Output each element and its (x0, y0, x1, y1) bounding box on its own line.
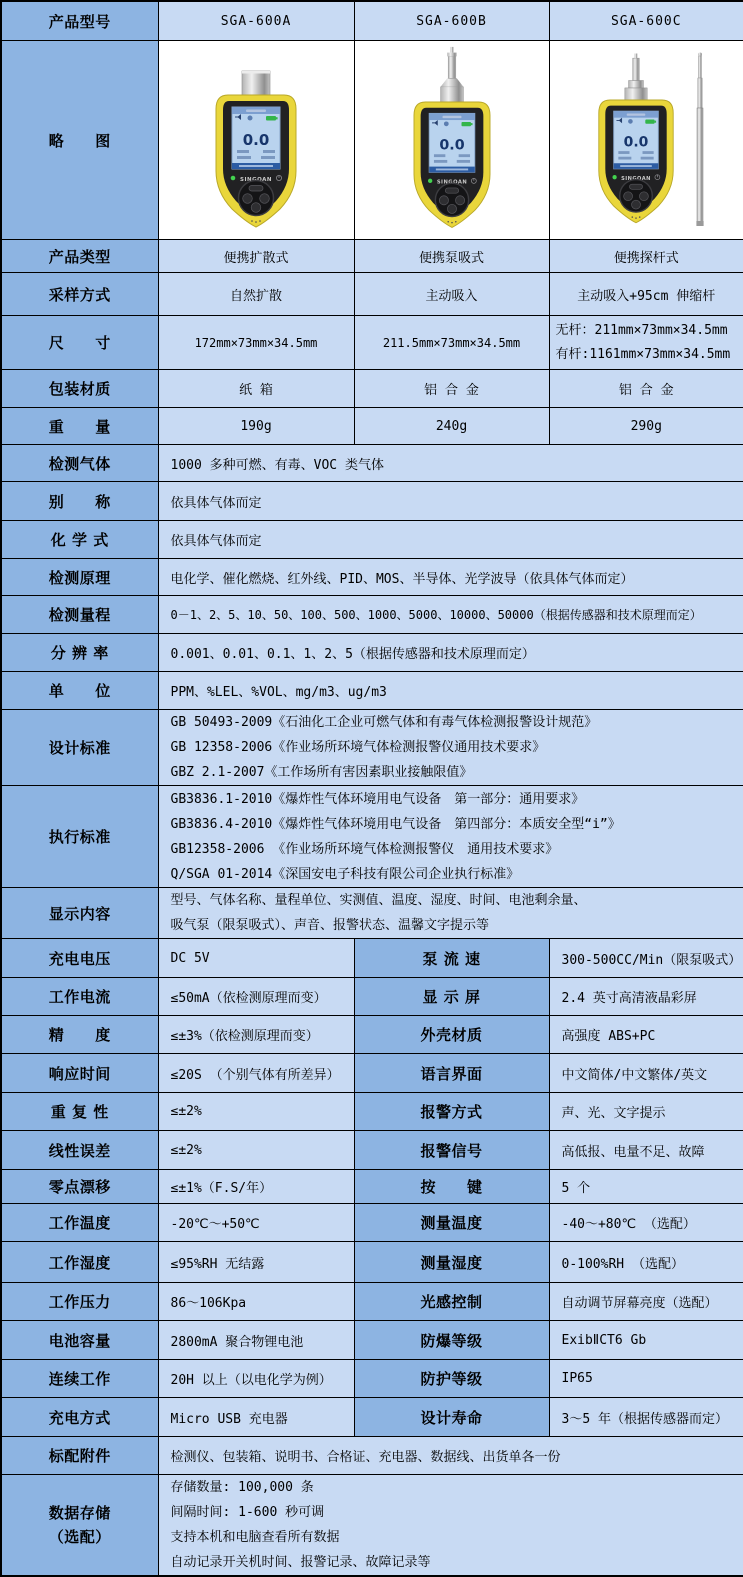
model-name-c: SGA-600C (549, 1, 743, 41)
row-label: 按 键 (354, 1170, 549, 1204)
spec-value: 20H 以上（以电化学为例） (158, 1360, 354, 1398)
spec-value: 便携扩散式 (158, 240, 354, 273)
row-label: 标配附件 (1, 1437, 158, 1475)
spec-value: 0－1、2、5、10、50、100、500、1000、5000、10000、50000（根据传感器和技术原理而定） (158, 596, 743, 634)
dimension-line: 有杆:1161mm×73mm×34.5mm (556, 343, 743, 367)
table-row (1, 445, 743, 482)
row-label: 重 量 (1, 408, 158, 445)
row-label: 检测气体 (1, 445, 158, 482)
spec-value: PPM、%LEL、%VOL、mg/m3、ug/m3 (158, 672, 743, 710)
row-label: 设计寿命 (354, 1398, 549, 1437)
table-row (1, 1321, 743, 1360)
spec-value: 声、光、文字提示 (549, 1093, 743, 1131)
row-label: 语言界面 (354, 1054, 549, 1093)
spec-value: 高强度 ABS+PC (549, 1016, 743, 1054)
table-row (1, 1131, 743, 1170)
spec-value: 300-500CC/Min（限泵吸式） (549, 939, 743, 978)
table-row-sketch (1, 41, 743, 240)
model-name-a: SGA-600A (158, 1, 354, 41)
storage-line: 支持本机和电脑查看所有数据 (171, 1525, 743, 1550)
row-label: 设计标准 (1, 710, 158, 786)
spec-value: 铝 合 金 (549, 370, 743, 408)
row-label: 测量湿度 (354, 1242, 549, 1283)
spec-value: 铝 合 金 (354, 370, 549, 408)
table-row (1, 370, 743, 408)
table-row (1, 1054, 743, 1093)
standard-line: Q/SGA 01-2014《深国安电子科技有限公司企业执行标准》 (171, 862, 743, 887)
row-label: 显 示 屏 (354, 978, 549, 1016)
standard-line: GB 50493-2009《石油化工企业可燃气体和有毒气体检测报警设计规范》 (171, 710, 743, 735)
row-label: 产品类型 (1, 240, 158, 273)
spec-value: 依具体气体而定 (158, 521, 743, 559)
spec-value: 自然扩散 (158, 273, 354, 316)
sketch-cell-c (549, 41, 743, 240)
spec-value: 电化学、催化燃烧、红外线、PID、MOS、半导体、光学波导（依具体气体而定） (158, 559, 743, 596)
spec-value: 240g (354, 408, 549, 445)
spec-value: 290g (549, 408, 743, 445)
table-row-display-content (1, 888, 743, 939)
spec-value: 高低报、电量不足、故障 (549, 1131, 743, 1170)
label-line: （选配） (2, 1525, 158, 1549)
row-label: 工作电流 (1, 978, 158, 1016)
table-row (1, 1204, 743, 1242)
standard-line: GB3836.1-2010《爆炸性气体环境用电气设备 第一部分：通用要求》 (171, 787, 743, 812)
table-row (1, 939, 743, 978)
row-label: 零点漂移 (1, 1170, 158, 1204)
row-label: 执行标准 (1, 786, 158, 888)
row-label: 分 辨 率 (1, 634, 158, 672)
spec-value: ≤95%RH 无结露 (158, 1242, 354, 1283)
row-label: 连续工作 (1, 1360, 158, 1398)
row-label: 电池容量 (1, 1321, 158, 1360)
row-label: 别 称 (1, 482, 158, 521)
spec-value: 2800mA 聚合物锂电池 (158, 1321, 354, 1360)
spec-value: ≤±1%（F.S/年） (158, 1170, 354, 1204)
spec-value: 172mm×73mm×34.5mm (158, 316, 354, 370)
spec-value: -40～+80℃ （选配） (549, 1204, 743, 1242)
table-row (1, 273, 743, 316)
spec-value: ExibⅡCT6 Gb (549, 1321, 743, 1360)
spec-value: 便携泵吸式 (354, 240, 549, 273)
spec-value: 5 个 (549, 1170, 743, 1204)
spec-value: 0.001、0.01、0.1、1、2、5（根据传感器和技术原理而定） (158, 634, 743, 672)
spec-value: -20℃～+50℃ (158, 1204, 354, 1242)
standard-line: GB12358-2006 《作业场所环境气体检测报警仪 通用技术要求》 (171, 837, 743, 862)
table-row (1, 240, 743, 273)
spec-value: 86～106Kpa (158, 1283, 354, 1321)
row-label: 响应时间 (1, 1054, 158, 1093)
row-label: 检测原理 (1, 559, 158, 596)
row-label: 充电方式 (1, 1398, 158, 1437)
row-label: 线性误差 (1, 1131, 158, 1170)
table-row (1, 596, 743, 634)
table-row-data-storage (1, 1475, 743, 1577)
row-label: 精 度 (1, 1016, 158, 1054)
row-label: 测量温度 (354, 1204, 549, 1242)
row-label: 重 复 性 (1, 1093, 158, 1131)
label-line: 数据存储 (2, 1501, 158, 1525)
standard-line: GB3836.4-2010《爆炸性气体环境用电气设备 第四部分：本质安全型“i”》 (171, 812, 743, 837)
model-name-b: SGA-600B (354, 1, 549, 41)
content-line: 型号、气体名称、量程单位、实测值、温度、湿度、时间、电池剩余量、 (171, 888, 743, 913)
row-label: 采样方式 (1, 273, 158, 316)
spec-value (158, 888, 743, 939)
table-row (1, 1360, 743, 1398)
table-row (1, 408, 743, 445)
standard-line: GBZ 2.1-2007《工作场所有害因素职业接触限值》 (171, 760, 743, 785)
spec-value (158, 786, 743, 888)
row-label: 报警信号 (354, 1131, 549, 1170)
table-row (1, 482, 743, 521)
row-label: 化 学 式 (1, 521, 158, 559)
table-row (1, 672, 743, 710)
spec-value: 便携探杆式 (549, 240, 743, 273)
table-row (1, 559, 743, 596)
row-label: 充电电压 (1, 939, 158, 978)
spec-value: 主动吸入 (354, 273, 549, 316)
spec-value (158, 710, 743, 786)
storage-line: 间隔时间: 1-600 秒可调 (171, 1500, 743, 1525)
table-row (1, 1283, 743, 1321)
row-label: 包装材质 (1, 370, 158, 408)
row-label: 尺 寸 (1, 316, 158, 370)
row-label: 单 位 (1, 672, 158, 710)
spec-value: ≤50mA（依检测原理而变） (158, 978, 354, 1016)
table-row-product-model (1, 1, 743, 41)
row-label-product-model: 产品型号 (1, 1, 158, 41)
spec-value: ≤±2% (158, 1131, 354, 1170)
device-image-sga-600c (550, 43, 743, 237)
spec-value (158, 1475, 743, 1577)
table-row (1, 1398, 743, 1437)
dimension-line: 无杆：211mm×73mm×34.5mm (556, 319, 743, 343)
table-row-accessories (1, 1437, 743, 1475)
content-line: 吸气泵（限泵吸式）、声音、报警状态、温馨文字提示等 (171, 913, 743, 938)
device-image-sga-600a (159, 43, 353, 237)
spec-value: 依具体气体而定 (158, 482, 743, 521)
row-label: 工作压力 (1, 1283, 158, 1321)
row-label: 显示内容 (1, 888, 158, 939)
storage-line: 存储数量: 100,000 条 (171, 1475, 743, 1500)
standard-line: GB 12358-2006《作业场所环境气体检测报警仪通用技术要求》 (171, 735, 743, 760)
table-row (1, 978, 743, 1016)
spec-value (549, 316, 743, 370)
device-image-sga-600b (355, 43, 549, 237)
spec-value: ≤20S （个别气体有所差异） (158, 1054, 354, 1093)
spec-value: Micro USB 充电器 (158, 1398, 354, 1437)
spec-value: 主动吸入+95cm 伸缩杆 (549, 273, 743, 316)
spec-value: DC 5V (158, 939, 354, 978)
row-label: 外壳材质 (354, 1016, 549, 1054)
row-label: 光感控制 (354, 1283, 549, 1321)
table-row (1, 1016, 743, 1054)
table-row (1, 1242, 743, 1283)
spec-value: 自动调节屏幕亮度（选配） (549, 1283, 743, 1321)
table-row (1, 634, 743, 672)
spec-value: ≤±2% (158, 1093, 354, 1131)
spec-value: ≤±3%（依检测原理而变） (158, 1016, 354, 1054)
spec-value: 2.4 英寸高清液晶彩屏 (549, 978, 743, 1016)
table-row-design-standard (1, 710, 743, 786)
row-label: 工作湿度 (1, 1242, 158, 1283)
spec-value: 中文简体/中文繁体/英文 (549, 1054, 743, 1093)
sketch-cell-b (354, 41, 549, 240)
row-label: 工作温度 (1, 1204, 158, 1242)
table-row (1, 1170, 743, 1204)
spec-value: 211.5mm×73mm×34.5mm (354, 316, 549, 370)
row-label: 防护等级 (354, 1360, 549, 1398)
row-label: 检测量程 (1, 596, 158, 634)
spec-value: 0-100%RH （选配） (549, 1242, 743, 1283)
spec-value: IP65 (549, 1360, 743, 1398)
spec-value: 纸 箱 (158, 370, 354, 408)
row-label-sketch: 略 图 (1, 41, 158, 240)
row-label: 防爆等级 (354, 1321, 549, 1360)
table-row-exec-standard (1, 786, 743, 888)
table-row (1, 1093, 743, 1131)
spec-value: 3～5 年（根据传感器而定） (549, 1398, 743, 1437)
storage-line: 自动记录开关机时间、报警记录、故障记录等 (171, 1550, 743, 1575)
row-label: 报警方式 (354, 1093, 549, 1131)
row-label: 泵 流 速 (354, 939, 549, 978)
spec-value: 190g (158, 408, 354, 445)
table-row (1, 521, 743, 559)
row-label-data-storage (1, 1475, 158, 1577)
spec-value: 检测仪、包装箱、说明书、合格证、充电器、数据线、出货单各一份 (158, 1437, 743, 1475)
sketch-cell-a (158, 41, 354, 240)
spec-value: 1000 多种可燃、有毒、VOC 类气体 (158, 445, 743, 482)
table-row (1, 316, 743, 370)
